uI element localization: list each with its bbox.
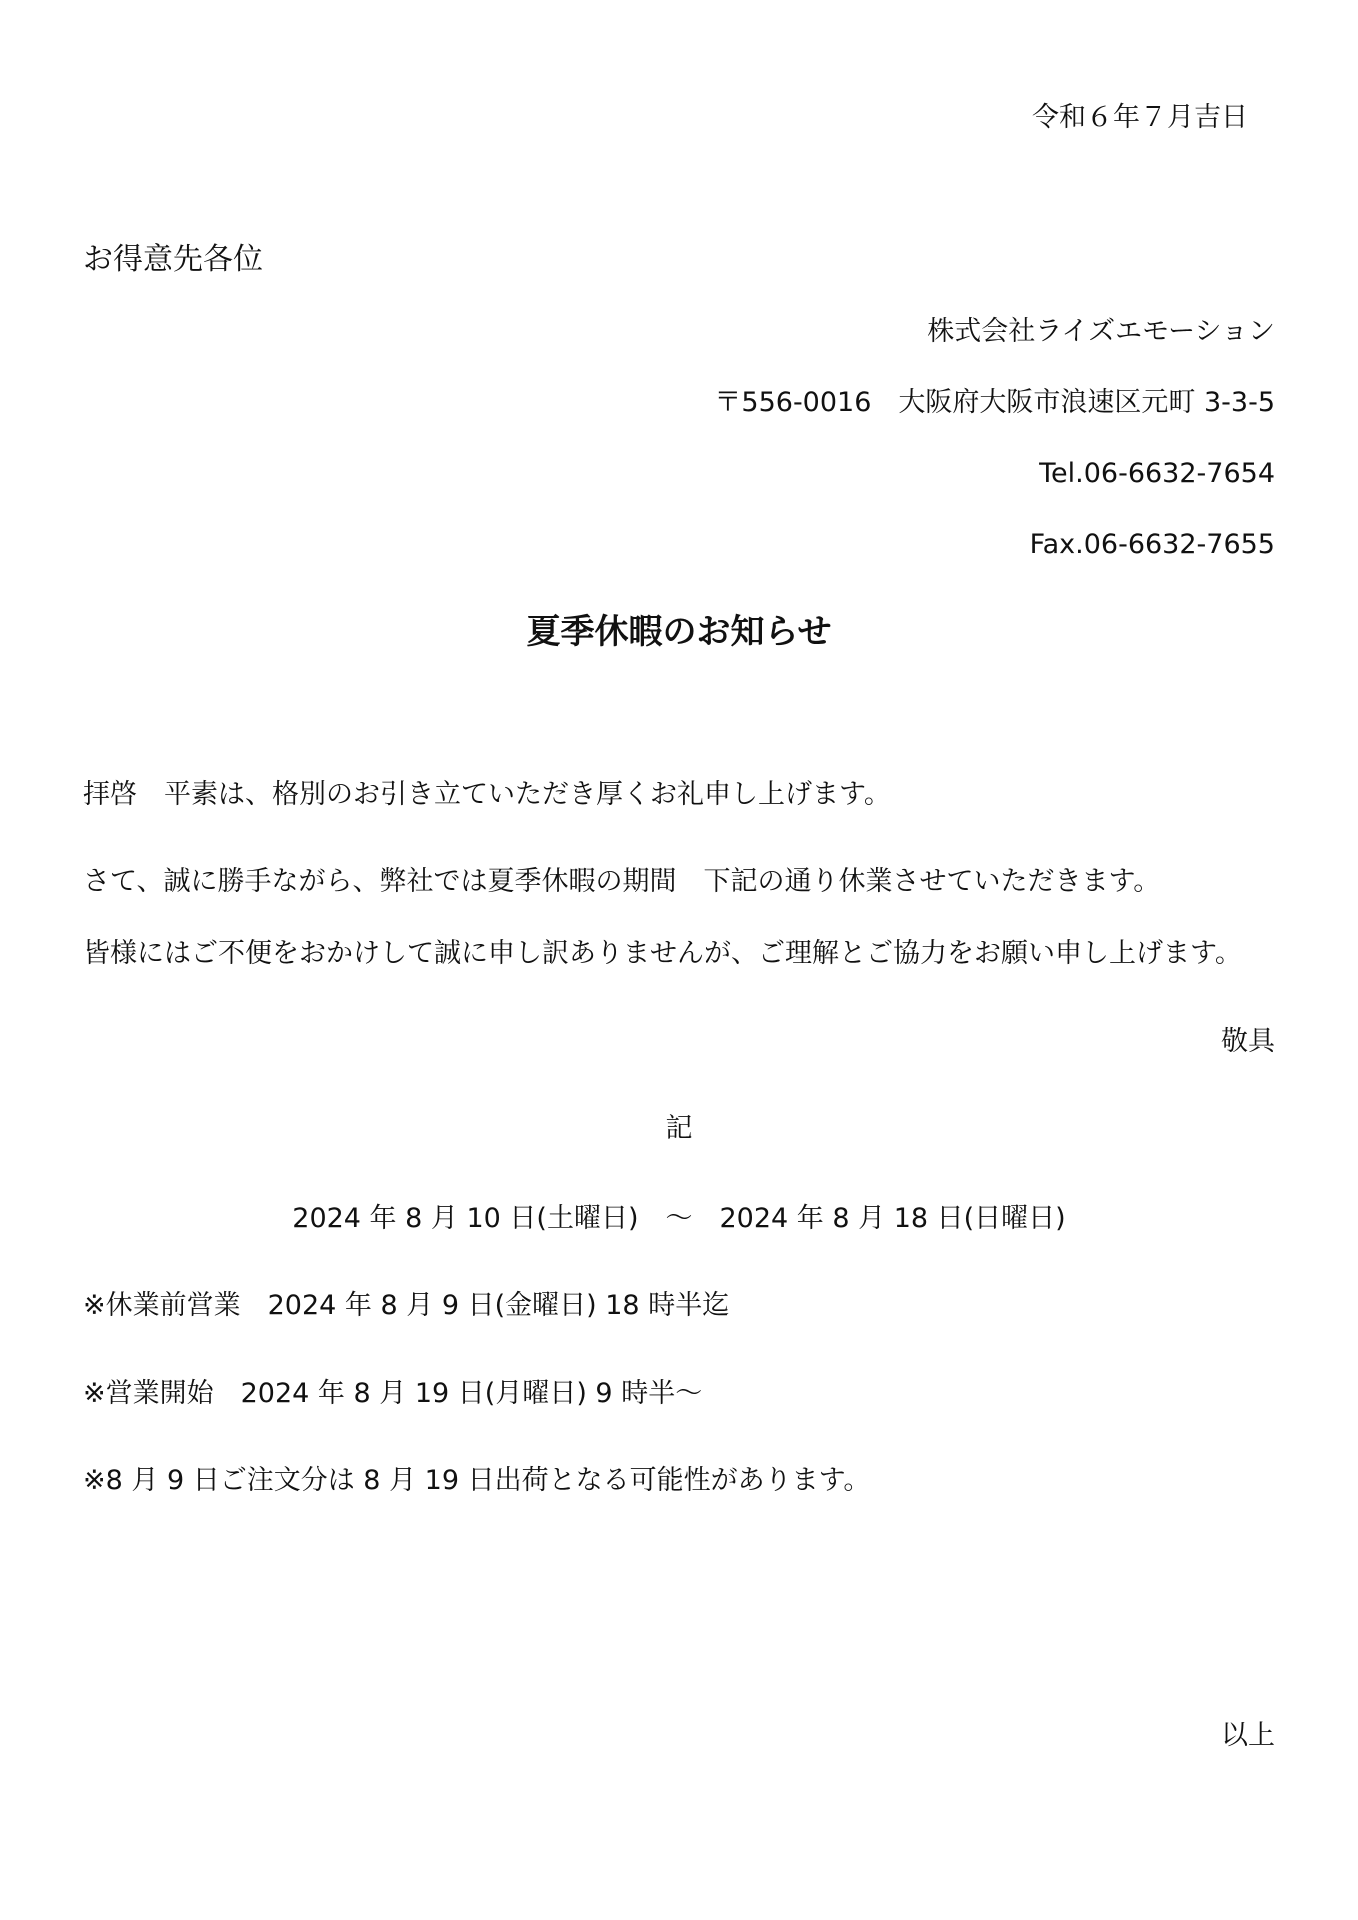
holiday-period: 2024 年 8 月 10 日(土曜日) ～ 2024 年 8 月 18 日(日曜日) xyxy=(292,1203,1066,1234)
body-paragraph-1: さて、誠に勝手ながら、弊社では夏季休暇の期間 下記の通り休業させていただきます。 xyxy=(83,866,1161,897)
closing-text: 敬具 xyxy=(1221,1026,1275,1057)
note-business-resume: ※営業開始 2024 年 8 月 19 日(月曜日) 9 時半～ xyxy=(83,1378,703,1409)
sender-tel: Tel.06-6632-7654 xyxy=(1039,458,1275,489)
note-shipping: ※8 月 9 日ご注文分は 8 月 19 日出荷となる可能性があります。 xyxy=(83,1465,871,1496)
sender-fax: Fax.06-6632-7655 xyxy=(1029,529,1275,560)
ki-heading: 記 xyxy=(665,1113,693,1144)
issue-date: 令和６年７月吉日 xyxy=(1032,102,1248,133)
note-pre-holiday-hours: ※休業前営業 2024 年 8 月 9 日(金曜日) 18 時半迄 xyxy=(83,1290,730,1321)
sender-address: 〒556-0016 大阪府大阪市浪速区元町 3-3-5 xyxy=(714,387,1275,418)
page-title: 夏季休暇のお知らせ xyxy=(526,612,832,652)
recipient: お得意先各位 xyxy=(83,242,263,277)
body-paragraph-2: 皆様にはご不便をおかけして誠に申し訳ありませんが、ご理解とご協力をお願い申し上げます。 xyxy=(83,938,1242,969)
end-mark: 以上 xyxy=(1221,1720,1275,1751)
greeting-text: 拝啓 平素は、格別のお引き立ていただき厚くお礼申し上げます。 xyxy=(83,779,891,810)
sender-company: 株式会社ライズエモーション xyxy=(927,316,1275,347)
